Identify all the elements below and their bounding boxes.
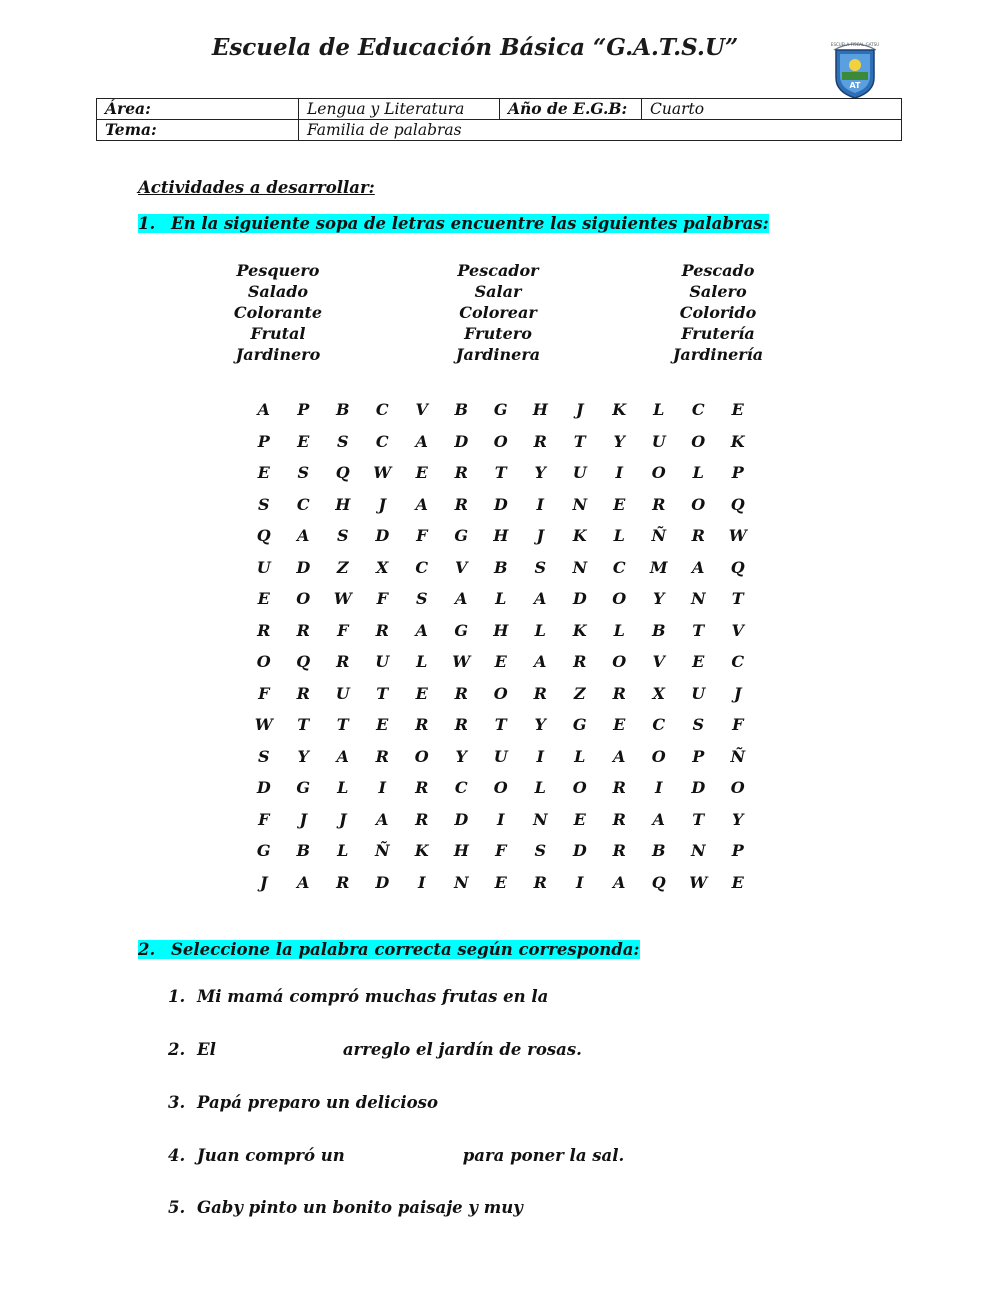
- exercise-item-1: [168, 985, 674, 1009]
- grid-letter[interactable]: R: [336, 872, 350, 892]
- grid-letter[interactable]: N: [690, 841, 706, 860]
- grid-letter[interactable]: P: [257, 431, 270, 451]
- grid-letter[interactable]: W: [728, 526, 747, 545]
- grid-letter[interactable]: D: [296, 557, 311, 577]
- grid-letter[interactable]: O: [572, 778, 587, 797]
- grid-letter[interactable]: V: [415, 400, 428, 419]
- grid-letter[interactable]: O: [493, 431, 508, 451]
- grid-letter[interactable]: O: [691, 494, 706, 514]
- word-list-item: Salero: [689, 282, 747, 301]
- grid-letter[interactable]: A: [692, 557, 705, 577]
- grid-letter[interactable]: R: [691, 526, 705, 545]
- grid-letter[interactable]: R: [573, 652, 587, 671]
- grid-letter[interactable]: J: [536, 526, 545, 545]
- grid-letter[interactable]: I: [378, 778, 386, 797]
- grid-letter[interactable]: S: [534, 841, 547, 860]
- grid-letter[interactable]: R: [454, 683, 468, 703]
- topic-label: Tema:: [97, 120, 299, 141]
- school-crest-icon: [826, 38, 884, 100]
- word-list-item: Salar: [474, 282, 522, 301]
- grid-letter[interactable]: D: [375, 872, 390, 892]
- grid-letter[interactable]: D: [572, 841, 587, 860]
- grid-letter[interactable]: Ñ: [730, 746, 746, 766]
- grid-letter[interactable]: R: [257, 620, 271, 640]
- grid-letter[interactable]: W: [373, 463, 392, 482]
- grid-letter[interactable]: R: [375, 620, 389, 640]
- grid-letter[interactable]: I: [497, 809, 505, 829]
- grid-letter[interactable]: T: [692, 620, 705, 640]
- word-list-item: Frutero: [464, 324, 532, 343]
- word-list-item: Pesquero: [236, 261, 320, 280]
- grid-letter[interactable]: Q: [335, 463, 350, 482]
- topic-value: Familia de palabras: [299, 120, 902, 141]
- school-title: Escuela de Educación Básica “G.A.T.S.U”: [211, 34, 739, 61]
- word-list-item: Frutal: [250, 324, 306, 343]
- info-table: [96, 98, 902, 141]
- grid-letter[interactable]: S: [297, 463, 310, 482]
- grid-letter[interactable]: Z: [336, 557, 349, 577]
- grid-letter[interactable]: L: [692, 463, 704, 482]
- exercise-text: Mi mamá compró muchas frutas en la: [197, 987, 549, 1006]
- grid-letter[interactable]: A: [297, 526, 310, 545]
- grid-letter[interactable]: I: [576, 872, 584, 892]
- exercise-text: Gaby pinto un bonito paisaje y muy: [197, 1198, 523, 1217]
- grid-letter[interactable]: E: [415, 683, 428, 703]
- grid-letter[interactable]: G: [454, 526, 469, 545]
- grid-letter[interactable]: O: [612, 589, 627, 608]
- grid-letter[interactable]: H: [532, 400, 548, 419]
- grid-letter[interactable]: O: [256, 652, 271, 671]
- grid-letter[interactable]: Ñ: [651, 526, 667, 545]
- grid-letter[interactable]: J: [259, 872, 268, 892]
- grid-letter[interactable]: J: [378, 494, 387, 514]
- exercise-text-after: arreglo el jardín de rosas.: [342, 1040, 582, 1059]
- grid-letter[interactable]: A: [415, 431, 428, 451]
- grid-letter[interactable]: V: [455, 557, 468, 577]
- grid-letter[interactable]: A: [376, 809, 389, 829]
- grid-letter[interactable]: R: [652, 494, 666, 514]
- grid-letter[interactable]: C: [691, 400, 705, 419]
- grid-letter[interactable]: E: [376, 715, 389, 734]
- grid-letter[interactable]: N: [453, 872, 469, 892]
- grid-letter[interactable]: T: [297, 715, 310, 734]
- grid-letter[interactable]: M: [649, 557, 668, 577]
- grid-letter[interactable]: N: [690, 589, 706, 608]
- grid-letter[interactable]: D: [256, 778, 271, 797]
- grid-letter[interactable]: L: [495, 589, 507, 608]
- exercise-item-3: [168, 1091, 564, 1115]
- grid-letter[interactable]: I: [536, 494, 544, 514]
- grid-letter[interactable]: R: [415, 809, 429, 829]
- grid-letter[interactable]: L: [574, 746, 586, 766]
- grid-letter[interactable]: O: [493, 683, 508, 703]
- grid-letter[interactable]: C: [652, 715, 666, 734]
- grid-letter[interactable]: Y: [653, 589, 665, 608]
- grid-letter[interactable]: R: [612, 809, 626, 829]
- grid-letter[interactable]: O: [691, 431, 706, 451]
- grid-letter[interactable]: R: [533, 872, 547, 892]
- grid-letter[interactable]: I: [536, 746, 544, 766]
- grid-letter[interactable]: Y: [297, 746, 309, 766]
- grid-letter[interactable]: S: [336, 431, 349, 451]
- grid-letter[interactable]: P: [731, 463, 744, 482]
- grid-letter[interactable]: L: [613, 526, 625, 545]
- grid-letter[interactable]: H: [493, 526, 509, 545]
- grid-letter[interactable]: C: [375, 400, 389, 419]
- grid-letter[interactable]: R: [454, 494, 468, 514]
- grid-letter[interactable]: P: [731, 841, 744, 860]
- grid-letter[interactable]: S: [415, 589, 428, 608]
- grid-letter[interactable]: L: [534, 778, 546, 797]
- grid-letter[interactable]: P: [692, 746, 705, 766]
- grid-letter[interactable]: C: [415, 557, 429, 577]
- grid-letter[interactable]: D: [493, 494, 508, 514]
- exercise-number: 2.: [168, 1040, 186, 1059]
- area-label: Área:: [97, 99, 299, 120]
- word-search-grid[interactable]: [244, 394, 758, 898]
- grid-letter[interactable]: X: [376, 557, 389, 577]
- grid-letter[interactable]: J: [299, 809, 308, 829]
- grid-letter[interactable]: L: [337, 778, 349, 797]
- grid-letter[interactable]: F: [258, 809, 270, 829]
- grid-letter[interactable]: Q: [730, 557, 745, 577]
- word-list-item: Frutería: [681, 324, 755, 343]
- grid-letter[interactable]: G: [493, 400, 508, 419]
- grid-letter[interactable]: S: [257, 746, 270, 766]
- grid-letter[interactable]: Y: [613, 431, 625, 451]
- grid-letter[interactable]: E: [297, 431, 310, 451]
- section2-number: 2.: [138, 940, 171, 959]
- grid-letter[interactable]: U: [493, 746, 508, 766]
- grid-letter[interactable]: E: [494, 872, 507, 892]
- grid-letter[interactable]: U: [651, 431, 666, 451]
- word-list-item: Pescador: [457, 261, 539, 280]
- grid-letter[interactable]: A: [415, 494, 428, 514]
- grid-letter[interactable]: D: [454, 809, 469, 829]
- grid-letter[interactable]: T: [731, 589, 744, 608]
- grid-letter[interactable]: G: [296, 778, 311, 797]
- grid-letter[interactable]: J: [733, 683, 742, 703]
- grid-letter[interactable]: T: [692, 809, 705, 829]
- grid-letter[interactable]: R: [612, 841, 626, 860]
- exercise-item-5: [168, 1196, 649, 1220]
- grid-letter[interactable]: F: [732, 715, 744, 734]
- section2-heading: [138, 940, 640, 959]
- logo-initials: AT: [849, 81, 861, 90]
- grid-letter[interactable]: O: [651, 463, 666, 482]
- grid-letter[interactable]: U: [335, 683, 350, 703]
- grid-letter[interactable]: H: [453, 841, 469, 860]
- grid-letter[interactable]: E: [257, 463, 270, 482]
- grid-letter[interactable]: T: [376, 683, 389, 703]
- grid-letter[interactable]: T: [494, 463, 507, 482]
- grid-letter[interactable]: B: [651, 841, 666, 860]
- grid-letter[interactable]: L: [613, 620, 625, 640]
- grid-letter[interactable]: C: [731, 652, 745, 671]
- grid-letter[interactable]: Ñ: [374, 841, 390, 860]
- exercise-text-after: para poner la sal.: [462, 1146, 625, 1165]
- grid-letter[interactable]: X: [652, 683, 665, 703]
- grid-letter[interactable]: A: [534, 589, 547, 608]
- grid-letter[interactable]: F: [258, 683, 270, 703]
- grid-letter[interactable]: G: [454, 620, 469, 640]
- grid-letter[interactable]: E: [731, 400, 744, 419]
- year-value: Cuarto: [642, 99, 902, 120]
- exercise-number: 4.: [168, 1146, 186, 1165]
- grid-letter[interactable]: C: [454, 778, 468, 797]
- grid-letter[interactable]: Q: [651, 872, 666, 892]
- year-label: Año de E.G.B:: [500, 99, 642, 120]
- grid-letter[interactable]: G: [572, 715, 587, 734]
- grid-letter[interactable]: P: [297, 400, 310, 419]
- grid-letter[interactable]: E: [257, 589, 270, 608]
- grid-letter[interactable]: L: [653, 400, 665, 419]
- grid-letter[interactable]: C: [375, 431, 389, 451]
- grid-letter[interactable]: W: [689, 872, 708, 892]
- grid-letter[interactable]: D: [572, 589, 587, 608]
- grid-letter[interactable]: R: [375, 746, 389, 766]
- grid-letter[interactable]: N: [572, 494, 588, 514]
- grid-letter[interactable]: K: [612, 400, 627, 419]
- grid-letter[interactable]: T: [573, 431, 586, 451]
- word-list: [178, 260, 818, 365]
- grid-letter[interactable]: A: [336, 746, 349, 766]
- grid-letter[interactable]: R: [415, 715, 429, 734]
- grid-letter[interactable]: E: [613, 715, 626, 734]
- grid-letter[interactable]: F: [495, 841, 507, 860]
- grid-letter[interactable]: U: [691, 683, 706, 703]
- grid-letter[interactable]: E: [415, 463, 428, 482]
- grid-letter[interactable]: Y: [732, 809, 744, 829]
- word-list-item: Colorante: [233, 303, 323, 322]
- grid-letter[interactable]: Y: [534, 715, 546, 734]
- grid-letter[interactable]: E: [573, 809, 586, 829]
- grid-letter[interactable]: O: [296, 589, 311, 608]
- grid-letter[interactable]: B: [335, 400, 350, 419]
- word-list-item: Jardinería: [672, 345, 764, 364]
- grid-letter[interactable]: U: [256, 557, 271, 577]
- section1-heading-text: En la siguiente sopa de letras encuentre las siguientes palabras:: [171, 214, 769, 233]
- exercise-text: Juan compró un: [197, 1146, 345, 1165]
- grid-letter[interactable]: S: [257, 494, 270, 514]
- grid-letter[interactable]: L: [337, 841, 349, 860]
- grid-letter[interactable]: Q: [730, 494, 745, 514]
- grid-letter[interactable]: B: [493, 557, 508, 577]
- grid-letter[interactable]: C: [612, 557, 626, 577]
- grid-letter[interactable]: Q: [296, 652, 311, 671]
- grid-letter[interactable]: V: [731, 620, 744, 640]
- grid-letter[interactable]: G: [256, 841, 271, 860]
- word-list-item: Salado: [247, 282, 309, 301]
- grid-letter[interactable]: H: [493, 620, 509, 640]
- grid-letter[interactable]: D: [375, 526, 390, 545]
- info-row-topic: [97, 120, 902, 141]
- grid-letter[interactable]: R: [612, 683, 626, 703]
- grid-letter[interactable]: K: [572, 620, 587, 640]
- exercise-item-4: [168, 1144, 624, 1168]
- grid-letter[interactable]: K: [414, 841, 429, 860]
- grid-letter[interactable]: O: [414, 746, 429, 766]
- grid-letter[interactable]: A: [455, 589, 468, 608]
- word-list-item: Jardinera: [455, 345, 541, 364]
- grid-letter[interactable]: E: [731, 872, 744, 892]
- grid-letter[interactable]: E: [692, 652, 705, 671]
- grid-letter[interactable]: A: [652, 809, 665, 829]
- grid-letter[interactable]: I: [615, 463, 623, 482]
- grid-letter[interactable]: J: [338, 809, 347, 829]
- grid-letter[interactable]: D: [691, 778, 706, 797]
- section1-number: 1.: [138, 214, 171, 233]
- grid-letter[interactable]: A: [613, 746, 626, 766]
- grid-letter[interactable]: R: [533, 683, 547, 703]
- grid-letter[interactable]: S: [692, 715, 705, 734]
- grid-letter[interactable]: U: [572, 463, 587, 482]
- area-value: Lengua y Literatura: [299, 99, 500, 120]
- grid-letter[interactable]: L: [534, 620, 546, 640]
- grid-letter[interactable]: I: [655, 778, 663, 797]
- grid-letter[interactable]: F: [416, 526, 428, 545]
- grid-letter[interactable]: A: [257, 400, 270, 419]
- grid-letter[interactable]: R: [533, 431, 547, 451]
- grid-letter[interactable]: K: [572, 526, 587, 545]
- word-list-item: Jardinero: [235, 345, 321, 364]
- grid-letter[interactable]: A: [415, 620, 428, 640]
- grid-letter[interactable]: I: [418, 872, 426, 892]
- grid-letter[interactable]: R: [336, 652, 350, 671]
- grid-letter[interactable]: W: [254, 715, 273, 734]
- grid-letter[interactable]: R: [415, 778, 429, 797]
- exercise-number: 5.: [168, 1198, 186, 1217]
- grid-letter[interactable]: A: [613, 872, 626, 892]
- logo-caption: ESCUELA FISCAL GATSU: [830, 42, 880, 47]
- grid-letter[interactable]: E: [613, 494, 626, 514]
- grid-letter[interactable]: C: [296, 494, 310, 514]
- grid-letter[interactable]: H: [335, 494, 351, 514]
- grid-letter[interactable]: Q: [256, 526, 271, 545]
- exercise-number: 3.: [168, 1093, 186, 1112]
- exercise-number: 1.: [168, 987, 186, 1006]
- exercise-text: El: [197, 1040, 216, 1059]
- grid-letter[interactable]: B: [651, 620, 666, 640]
- grid-letter[interactable]: O: [651, 746, 666, 766]
- section2-heading-text: Seleccione la palabra correcta según corresponda:: [171, 940, 640, 959]
- exercise-text: Papá preparo un delicioso: [197, 1093, 438, 1112]
- grid-letter[interactable]: O: [612, 652, 627, 671]
- grid-letter[interactable]: S: [534, 557, 547, 577]
- grid-letter[interactable]: O: [493, 778, 508, 797]
- grid-letter[interactable]: T: [494, 715, 507, 734]
- grid-letter[interactable]: Y: [534, 463, 546, 482]
- grid-letter[interactable]: W: [452, 652, 471, 671]
- grid-letter[interactable]: L: [416, 652, 428, 671]
- grid-letter[interactable]: S: [336, 526, 349, 545]
- grid-letter[interactable]: R: [296, 620, 310, 640]
- grid-letter[interactable]: O: [730, 778, 745, 797]
- grid-letter[interactable]: K: [730, 431, 745, 451]
- grid-letter[interactable]: T: [336, 715, 349, 734]
- grid-letter[interactable]: N: [572, 557, 588, 577]
- grid-letter[interactable]: J: [575, 400, 584, 419]
- grid-letter[interactable]: Z: [573, 683, 586, 703]
- grid-letter[interactable]: N: [532, 809, 548, 829]
- grid-letter[interactable]: V: [652, 652, 665, 671]
- grid-letter[interactable]: U: [375, 652, 390, 671]
- grid-letter[interactable]: D: [454, 431, 469, 451]
- grid-letter[interactable]: R: [296, 683, 310, 703]
- grid-letter[interactable]: W: [333, 589, 352, 608]
- grid-letter[interactable]: B: [296, 841, 311, 860]
- word-list-item: Colorear: [459, 303, 537, 322]
- word-list-item: Pescado: [681, 261, 755, 280]
- grid-letter[interactable]: A: [297, 872, 310, 892]
- grid-letter[interactable]: F: [376, 589, 388, 608]
- grid-letter[interactable]: A: [534, 652, 547, 671]
- info-row-area: [97, 99, 902, 120]
- grid-letter[interactable]: Y: [455, 746, 467, 766]
- word-list-item: Colorido: [679, 303, 757, 322]
- grid-letter[interactable]: R: [612, 778, 626, 797]
- grid-letter[interactable]: E: [494, 652, 507, 671]
- activities-heading: Actividades a desarrollar:: [138, 178, 375, 197]
- grid-letter[interactable]: F: [337, 620, 349, 640]
- grid-letter[interactable]: R: [454, 463, 468, 482]
- grid-letter[interactable]: B: [454, 400, 469, 419]
- exercise-item-2: [168, 1038, 582, 1062]
- grid-letter[interactable]: R: [454, 715, 468, 734]
- section1-heading: [138, 214, 769, 233]
